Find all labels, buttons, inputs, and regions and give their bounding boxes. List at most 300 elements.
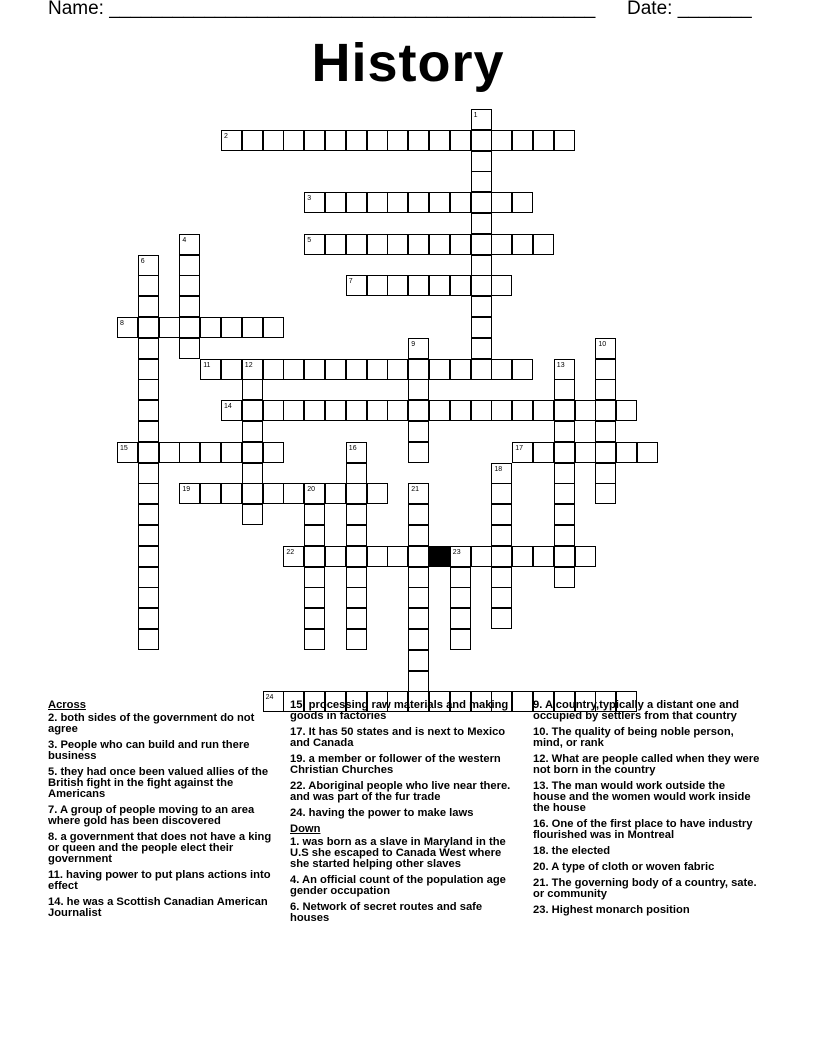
- grid-cell[interactable]: [346, 587, 367, 608]
- clue-item-number: 4.: [290, 874, 300, 886]
- grid-cell[interactable]: [471, 130, 492, 151]
- grid-cell[interactable]: [491, 525, 512, 546]
- grid-cell[interactable]: [242, 130, 263, 151]
- grid-cell[interactable]: [304, 587, 325, 608]
- grid-cell[interactable]: [367, 275, 388, 296]
- clue-item-text: both sides of the government do not agree: [48, 712, 255, 735]
- grid-cell[interactable]: [138, 359, 159, 380]
- grid-cell[interactable]: [471, 192, 492, 213]
- grid-cell[interactable]: [242, 359, 263, 380]
- grid-cell[interactable]: [138, 338, 159, 359]
- grid-cell[interactable]: [554, 130, 575, 151]
- grid-cell[interactable]: [346, 275, 367, 296]
- clue-item-text: Highest monarch position: [548, 904, 690, 916]
- grid-cell[interactable]: [554, 483, 575, 504]
- clue-item: [48, 832, 280, 865]
- grid-cell[interactable]: [575, 400, 596, 421]
- grid-cell[interactable]: [221, 130, 242, 151]
- grid-cell[interactable]: [200, 359, 221, 380]
- grid-cell[interactable]: [450, 608, 471, 629]
- grid-cell[interactable]: [554, 525, 575, 546]
- grid-cell[interactable]: [512, 400, 533, 421]
- grid-cell[interactable]: [491, 275, 512, 296]
- across-heading: Across: [48, 699, 86, 711]
- grid-cell[interactable]: [367, 234, 388, 255]
- grid-cell[interactable]: [491, 567, 512, 588]
- grid-cell[interactable]: [346, 463, 367, 484]
- grid-cell[interactable]: [450, 629, 471, 650]
- grid-cell[interactable]: [471, 546, 492, 567]
- grid-cell[interactable]: [429, 130, 450, 151]
- grid-cell[interactable]: [471, 317, 492, 338]
- grid-cell[interactable]: [491, 400, 512, 421]
- grid-cell[interactable]: [533, 442, 554, 463]
- clue-number: 23: [452, 548, 461, 556]
- grid-cell[interactable]: [408, 671, 429, 692]
- clue-item: [290, 727, 522, 749]
- grid-cell[interactable]: [575, 442, 596, 463]
- grid-cell[interactable]: [450, 130, 471, 151]
- clue-number: 1: [473, 112, 478, 119]
- name-line: Name: ______________________________________________: [48, 0, 596, 19]
- clue-item: [533, 846, 761, 857]
- clue-item: [290, 902, 522, 924]
- clue-item-number: 24.: [290, 807, 306, 819]
- grid-cell[interactable]: [263, 130, 284, 151]
- grid-cell[interactable]: [408, 587, 429, 608]
- grid-cell[interactable]: [408, 130, 429, 151]
- black-cell: [429, 546, 450, 567]
- grid-cell[interactable]: [554, 463, 575, 484]
- grid-cell[interactable]: [491, 504, 512, 525]
- grid-cell[interactable]: [117, 317, 138, 338]
- grid-cell[interactable]: [491, 130, 512, 151]
- grid-cell[interactable]: [595, 421, 616, 442]
- clue-item-number: 9.: [533, 699, 543, 711]
- grid-cell[interactable]: [408, 608, 429, 629]
- grid-cell[interactable]: [138, 255, 159, 276]
- grid-cell[interactable]: [471, 296, 492, 317]
- grid-cell[interactable]: [221, 442, 242, 463]
- grid-cell[interactable]: [408, 192, 429, 213]
- grid-cell[interactable]: [533, 234, 554, 255]
- clue-item: [48, 805, 280, 827]
- grid-cell[interactable]: [138, 400, 159, 421]
- clue-number: 19: [182, 486, 191, 494]
- grid-cell[interactable]: [554, 421, 575, 442]
- clue-number: 6: [140, 257, 145, 265]
- clue-item-number: 8.: [48, 831, 58, 843]
- clue-item-text: The governing body of a country, sate. or community: [533, 877, 757, 900]
- grid-cell[interactable]: [304, 629, 325, 650]
- grid-cell[interactable]: [242, 317, 263, 338]
- grid-cell[interactable]: [491, 463, 512, 484]
- grid-cell[interactable]: [408, 379, 429, 400]
- grid-cell[interactable]: [491, 192, 512, 213]
- grid-cell[interactable]: [138, 525, 159, 546]
- clue-item-text: What are people called when they were not born in the country: [533, 753, 760, 776]
- clue-item-number: 13.: [533, 780, 549, 792]
- clue-item-number: 12.: [533, 753, 549, 765]
- grid-cell[interactable]: [304, 130, 325, 151]
- grid-cell[interactable]: [138, 608, 159, 629]
- grid-cell[interactable]: [138, 275, 159, 296]
- grid-cell[interactable]: [346, 400, 367, 421]
- grid-cell[interactable]: [533, 400, 554, 421]
- grid-cell[interactable]: [304, 546, 325, 567]
- grid-cell[interactable]: [263, 400, 284, 421]
- clue-number: 4: [182, 236, 187, 244]
- grid-cell[interactable]: [554, 546, 575, 567]
- grid-cell[interactable]: [616, 400, 637, 421]
- grid-cell[interactable]: [221, 317, 242, 338]
- grid-cell[interactable]: [138, 317, 159, 338]
- grid-cell[interactable]: [595, 483, 616, 504]
- clue-item-text: A group of people moving to an area where gold has been discovered: [48, 804, 255, 827]
- clue-item-number: 20.: [533, 861, 549, 873]
- grid-cell[interactable]: [367, 483, 388, 504]
- grid-cell[interactable]: [471, 255, 492, 276]
- grid-cell[interactable]: [387, 275, 408, 296]
- clue-item: [290, 875, 522, 897]
- grid-cell[interactable]: [575, 546, 596, 567]
- grid-cell[interactable]: [450, 546, 471, 567]
- grid-cell[interactable]: [138, 379, 159, 400]
- clue-item-text: he was a Scottish Canadian American Journalist: [48, 896, 268, 919]
- clue-item-number: 22.: [290, 780, 306, 792]
- grid-cell[interactable]: [512, 442, 533, 463]
- grid-cell[interactable]: [179, 296, 200, 317]
- grid-cell[interactable]: [179, 234, 200, 255]
- down-heading: Down: [290, 823, 321, 835]
- grid-cell[interactable]: [367, 130, 388, 151]
- grid-cell[interactable]: [242, 504, 263, 525]
- grid-cell[interactable]: [387, 400, 408, 421]
- grid-cell[interactable]: [221, 483, 242, 504]
- grid-cell[interactable]: [346, 130, 367, 151]
- clue-item: [48, 767, 280, 800]
- grid-cell[interactable]: [554, 359, 575, 380]
- clue-item-text: a government that does not have a king or queen and the people elect their government: [48, 831, 272, 865]
- grid-cell[interactable]: [346, 567, 367, 588]
- grid-cell[interactable]: [471, 400, 492, 421]
- grid-cell[interactable]: [408, 421, 429, 442]
- grid-cell[interactable]: [450, 400, 471, 421]
- clue-number: 16: [348, 444, 357, 452]
- grid-cell[interactable]: [387, 234, 408, 255]
- grid-cell[interactable]: [325, 192, 346, 213]
- grid-cell[interactable]: [346, 546, 367, 567]
- grid-cell[interactable]: [429, 400, 450, 421]
- grid-cell[interactable]: [138, 296, 159, 317]
- grid-cell[interactable]: [346, 504, 367, 525]
- grid-cell[interactable]: [450, 587, 471, 608]
- grid-cell[interactable]: [387, 359, 408, 380]
- grid-cell[interactable]: [408, 525, 429, 546]
- grid-cell[interactable]: [242, 442, 263, 463]
- grid-cell[interactable]: [325, 359, 346, 380]
- clue-item-text: The man would work outside the house and the women would work inside the house: [533, 780, 751, 814]
- clue-item: [48, 713, 280, 735]
- grid-cell[interactable]: [138, 567, 159, 588]
- grid-cell[interactable]: [346, 608, 367, 629]
- grid-cell[interactable]: [283, 400, 304, 421]
- grid-cell[interactable]: [429, 359, 450, 380]
- grid-cell[interactable]: [346, 359, 367, 380]
- grid-cell[interactable]: [179, 255, 200, 276]
- grid-cell[interactable]: [138, 587, 159, 608]
- grid-cell[interactable]: [138, 504, 159, 525]
- grid-cell[interactable]: [450, 234, 471, 255]
- grid-cell[interactable]: [304, 359, 325, 380]
- grid-cell[interactable]: [221, 359, 242, 380]
- grid-cell[interactable]: [595, 338, 616, 359]
- clue-item-number: 14.: [48, 896, 64, 908]
- grid-cell[interactable]: [138, 463, 159, 484]
- grid-cell[interactable]: [346, 234, 367, 255]
- grid-cell[interactable]: [471, 359, 492, 380]
- grid-cell[interactable]: [304, 525, 325, 546]
- grid-cell[interactable]: [325, 483, 346, 504]
- grid-cell[interactable]: [408, 483, 429, 504]
- grid-cell[interactable]: [471, 171, 492, 192]
- clue-item-number: 10.: [533, 726, 549, 738]
- clue-item-number: 23.: [533, 904, 549, 916]
- grid-cell[interactable]: [263, 317, 284, 338]
- clue-item-number: 5.: [48, 766, 58, 778]
- grid-cell[interactable]: [512, 546, 533, 567]
- clue-number: 2: [224, 132, 228, 140]
- grid-cell[interactable]: [263, 442, 284, 463]
- clue-item: [533, 878, 761, 900]
- grid-cell[interactable]: [491, 587, 512, 608]
- clue-item-number: 15.: [290, 699, 306, 711]
- grid-cell[interactable]: [595, 379, 616, 400]
- clue-item-number: 7.: [48, 804, 58, 816]
- clue-item-number: 6.: [290, 901, 300, 913]
- clue-item: [290, 808, 522, 819]
- grid-cell[interactable]: [533, 546, 554, 567]
- grid-cell[interactable]: [471, 275, 492, 296]
- grid-cell[interactable]: [408, 629, 429, 650]
- grid-cell[interactable]: [429, 192, 450, 213]
- clue-item: [290, 754, 522, 776]
- grid-cell[interactable]: [408, 400, 429, 421]
- grid-cell[interactable]: [616, 442, 637, 463]
- grid-cell[interactable]: [471, 151, 492, 172]
- clue-item-number: 3.: [48, 739, 58, 751]
- grid-cell[interactable]: [408, 275, 429, 296]
- grid-cell[interactable]: [179, 317, 200, 338]
- grid-cell[interactable]: [471, 109, 492, 130]
- grid-cell[interactable]: [595, 463, 616, 484]
- grid-cell[interactable]: [554, 442, 575, 463]
- grid-cell[interactable]: [408, 650, 429, 671]
- clue-number: 20: [307, 486, 315, 494]
- grid-cell[interactable]: [408, 359, 429, 380]
- grid-cell[interactable]: [512, 234, 533, 255]
- grid-cell[interactable]: [346, 442, 367, 463]
- grid-cell[interactable]: [138, 442, 159, 463]
- grid-cell[interactable]: [429, 275, 450, 296]
- grid-cell[interactable]: [283, 359, 304, 380]
- clue-number: 5: [307, 236, 312, 244]
- clue-item-number: 1.: [290, 836, 300, 848]
- clues-column-1: [48, 700, 280, 924]
- grid-cell[interactable]: [450, 567, 471, 588]
- grid-cell[interactable]: [179, 338, 200, 359]
- clue-item-text: It has 50 states and is next to Mexico and Canada: [290, 726, 506, 749]
- grid-cell[interactable]: [387, 192, 408, 213]
- grid-cell[interactable]: [159, 442, 180, 463]
- grid-cell[interactable]: [346, 525, 367, 546]
- grid-cell[interactable]: [304, 483, 325, 504]
- grid-cell[interactable]: [554, 379, 575, 400]
- grid-cell[interactable]: [263, 483, 284, 504]
- grid-cell[interactable]: [179, 442, 200, 463]
- grid-cell[interactable]: [450, 275, 471, 296]
- clue-item-text: People who can build and run there business: [48, 739, 250, 762]
- grid-cell[interactable]: [367, 359, 388, 380]
- grid-cell[interactable]: [283, 130, 304, 151]
- grid-cell[interactable]: [554, 504, 575, 525]
- grid-cell[interactable]: [450, 359, 471, 380]
- grid-cell[interactable]: [138, 483, 159, 504]
- grid-cell[interactable]: [408, 546, 429, 567]
- grid-cell[interactable]: [304, 608, 325, 629]
- grid-cell[interactable]: [221, 400, 242, 421]
- clue-item: [48, 897, 280, 919]
- clue-number: 11: [203, 361, 211, 369]
- grid-cell[interactable]: [138, 629, 159, 650]
- grid-cell[interactable]: [283, 483, 304, 504]
- grid-cell[interactable]: [450, 192, 471, 213]
- clue-number: 12: [244, 361, 253, 369]
- grid-cell[interactable]: [491, 546, 512, 567]
- grid-cell[interactable]: [263, 359, 284, 380]
- clue-item-text: they had once been valued allies of the British fight in the fight against the Americans: [48, 766, 269, 800]
- grid-cell[interactable]: [471, 213, 492, 234]
- grid-cell[interactable]: [554, 400, 575, 421]
- clue-item: [533, 781, 761, 814]
- grid-cell[interactable]: [512, 359, 533, 380]
- grid-cell[interactable]: [325, 130, 346, 151]
- clue-number: 8: [120, 320, 124, 327]
- clue-item-number: 16.: [533, 818, 549, 830]
- clue-number: 9: [411, 340, 416, 348]
- grid-cell[interactable]: [200, 483, 221, 504]
- grid-cell[interactable]: [367, 546, 388, 567]
- grid-cell[interactable]: [346, 483, 367, 504]
- clue-item: [533, 754, 761, 776]
- grid-cell[interactable]: [179, 483, 200, 504]
- clue-number: 14: [224, 403, 232, 411]
- grid-cell[interactable]: [325, 400, 346, 421]
- grid-cell[interactable]: [595, 442, 616, 463]
- clue-item-number: 2.: [48, 712, 58, 724]
- clue-item-text: processing raw materials and making goods in factories: [290, 699, 509, 722]
- grid-cell[interactable]: [387, 130, 408, 151]
- grid-cell[interactable]: [595, 359, 616, 380]
- grid-cell[interactable]: [242, 421, 263, 442]
- grid-cell[interactable]: [325, 546, 346, 567]
- grid-cell[interactable]: [242, 400, 263, 421]
- grid-cell[interactable]: [491, 608, 512, 629]
- clue-item: [290, 837, 522, 870]
- clue-item: [533, 905, 761, 916]
- grid-cell[interactable]: [242, 483, 263, 504]
- grid-cell[interactable]: [304, 504, 325, 525]
- grid-cell[interactable]: [325, 234, 346, 255]
- grid-cell[interactable]: [138, 546, 159, 567]
- grid-cell[interactable]: [304, 400, 325, 421]
- grid-cell[interactable]: [491, 234, 512, 255]
- grid-cell[interactable]: [367, 400, 388, 421]
- grid-cell[interactable]: [242, 379, 263, 400]
- clue-item-number: 18.: [533, 845, 549, 857]
- clue-number: 13: [556, 361, 565, 369]
- grid-cell[interactable]: [471, 234, 492, 255]
- grid-cell[interactable]: [138, 421, 159, 442]
- grid-cell[interactable]: [408, 442, 429, 463]
- grid-cell[interactable]: [179, 275, 200, 296]
- grid-cell[interactable]: [408, 504, 429, 525]
- grid-cell[interactable]: [512, 130, 533, 151]
- grid-cell[interactable]: [471, 338, 492, 359]
- grid-cell[interactable]: [304, 234, 325, 255]
- grid-cell[interactable]: [117, 442, 138, 463]
- grid-cell[interactable]: [512, 192, 533, 213]
- clue-number: 22: [286, 548, 295, 556]
- grid-cell[interactable]: [595, 400, 616, 421]
- grid-cell[interactable]: [533, 130, 554, 151]
- grid-cell[interactable]: [159, 317, 180, 338]
- grid-cell[interactable]: [408, 234, 429, 255]
- clue-item-text: Network of secret routes and safe houses: [290, 901, 483, 924]
- grid-cell[interactable]: [367, 192, 388, 213]
- grid-cell[interactable]: [637, 442, 658, 463]
- clue-item-number: 11.: [48, 869, 63, 881]
- grid-cell[interactable]: [200, 317, 221, 338]
- grid-cell[interactable]: [304, 192, 325, 213]
- grid-cell[interactable]: [429, 234, 450, 255]
- clue-item-text: The quality of being noble person, mind, or rank: [533, 726, 734, 749]
- page-title: History: [311, 33, 505, 93]
- clue-item-number: 21.: [533, 877, 549, 889]
- grid-cell[interactable]: [408, 338, 429, 359]
- grid-cell[interactable]: [242, 463, 263, 484]
- date-line: Date: _______: [627, 0, 752, 19]
- grid-cell[interactable]: [283, 546, 304, 567]
- clue-number: 7: [348, 278, 353, 286]
- grid-cell[interactable]: [554, 567, 575, 588]
- grid-cell[interactable]: [491, 359, 512, 380]
- clue-item: [48, 870, 280, 892]
- grid-cell[interactable]: [408, 567, 429, 588]
- grid-cell[interactable]: [346, 629, 367, 650]
- clues-column-3: [533, 700, 761, 921]
- clue-item-number: 17.: [290, 726, 306, 738]
- grid-cell[interactable]: [304, 567, 325, 588]
- clue-item: [290, 700, 522, 722]
- grid-cell[interactable]: [200, 442, 221, 463]
- grid-cell[interactable]: [346, 192, 367, 213]
- clue-item-text: A type of cloth or woven fabric: [548, 861, 715, 873]
- grid-cell[interactable]: [387, 546, 408, 567]
- clue-item-text: having power to put plans actions into effect: [48, 869, 271, 892]
- clue-item: [533, 862, 761, 873]
- grid-cell[interactable]: [491, 483, 512, 504]
